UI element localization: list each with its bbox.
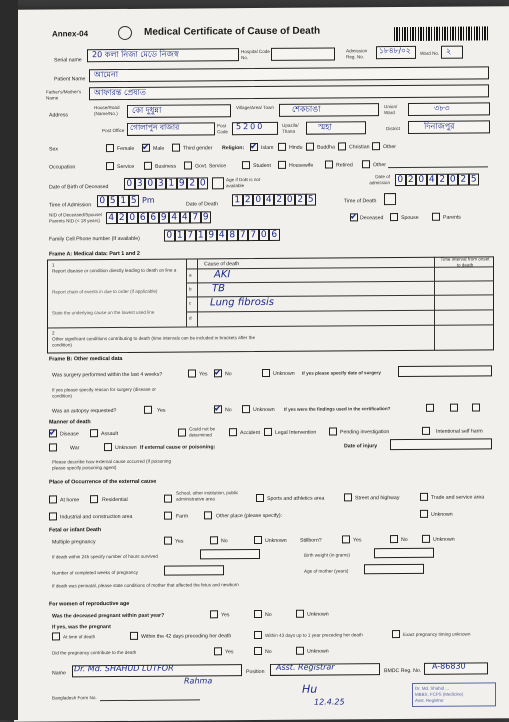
preg-42-days-checkbox[interactable] xyxy=(130,632,138,640)
cause-col-header: Cause of death xyxy=(204,261,240,268)
multiple-yes-checkbox[interactable] xyxy=(164,537,172,545)
male-check-mark: ✔ xyxy=(142,141,150,152)
pregnant-unknown-label: Unknown xyxy=(307,611,329,618)
autopsy-no-check-mark: ✔ xyxy=(214,403,222,414)
christian-checkbox[interactable] xyxy=(338,142,346,150)
death-date-digits-cell: 1 xyxy=(232,194,243,206)
other-religion-label: Other xyxy=(383,144,396,151)
q2-text: Other significant conditions contributing to death (time intervals can be included in brackets after the condition) xyxy=(52,335,256,348)
phone-digits-cell: 1 xyxy=(175,230,186,242)
serial-label: Serial name xyxy=(54,57,82,64)
occupation-service-checkbox[interactable] xyxy=(106,162,114,170)
row-c-letter: c xyxy=(189,300,192,306)
admission-date-digits-cell: 5 xyxy=(469,173,480,185)
manner-legal-checkbox[interactable] xyxy=(264,428,272,436)
manner-war-label: War xyxy=(70,445,80,452)
death-date-digits[interactable] xyxy=(232,194,316,207)
post-office-label: Post Office xyxy=(102,127,125,134)
islam-label: Islam xyxy=(261,144,274,152)
mother-age-field[interactable] xyxy=(364,564,424,574)
multiple-no-label: No xyxy=(221,538,228,545)
admission-date-digits-cell: 0 xyxy=(448,174,459,186)
house-road-value: কো দুধুন্না xyxy=(132,105,162,115)
row-b-cause: TB xyxy=(212,283,225,295)
death-time-box[interactable] xyxy=(384,193,396,205)
time-admission-digits-cell: 1 xyxy=(118,195,129,207)
occupation-other-line xyxy=(388,166,488,168)
page-title: Medical Certificate of Cause of Death xyxy=(144,25,321,38)
contribute-no-checkbox[interactable] xyxy=(254,647,262,655)
row-b-letter: b xyxy=(189,286,192,292)
stillborn-unknown-label: Unknown xyxy=(433,536,455,543)
multiple-unknown-checkbox[interactable] xyxy=(254,536,262,544)
autopsy-unknown-checkbox[interactable] xyxy=(242,405,250,413)
parent-name-field[interactable] xyxy=(89,84,489,100)
district-label: District xyxy=(386,126,401,132)
union-label: Union/ Ward xyxy=(384,104,398,116)
occupation-label: Occupation xyxy=(49,164,76,171)
autopsy-yes-checkbox[interactable] xyxy=(144,406,152,414)
pregnant-yes-checkbox[interactable] xyxy=(210,610,218,618)
phone-digits-cell: 8 xyxy=(227,229,238,241)
ward-field[interactable] xyxy=(441,46,463,59)
external-describe-label: Please describe how external cause occurred (If poisoning please specify poisoning agent) xyxy=(52,458,171,471)
nid-digits-cell: 6 xyxy=(138,212,149,224)
death-date-digits-cell: 0 xyxy=(253,194,264,206)
pregnancy-weeks-field[interactable] xyxy=(164,565,224,575)
findings-unknown-checkbox[interactable] xyxy=(472,403,480,411)
manner-assault-label: Assault xyxy=(101,431,119,438)
row-a-letter: a xyxy=(189,272,192,278)
serial-value: 20 কলা নিজা মেডে নিজস্ব xyxy=(92,49,179,60)
district-value: দিনাজপুর xyxy=(424,121,455,131)
phone-digits-cell: 9 xyxy=(206,229,217,241)
hindu-label: Hindu xyxy=(289,144,303,151)
nid-parents-label: Parents xyxy=(443,214,461,221)
q1-line-b-text: Report chain of events in due to order (if applicable) xyxy=(52,288,158,295)
nid-digits-cell: 9 xyxy=(201,211,212,223)
phone-digits-cell: 7 xyxy=(185,229,196,241)
bmdc-label: BMDC Reg. No. xyxy=(384,667,422,675)
time-admission-digits-cell: 5 xyxy=(108,195,119,207)
religion-label: Religion: xyxy=(222,145,245,152)
third-gender-checkbox[interactable] xyxy=(172,144,180,152)
house-road-label: House/Road (Name/No.) xyxy=(94,104,120,117)
occupation-other-checkbox[interactable] xyxy=(362,160,370,168)
nid-digits-cell: 2 xyxy=(117,212,128,224)
ward-label: Ward No. xyxy=(420,50,440,56)
death-date-digits-cell: 2 xyxy=(295,194,306,206)
hours-survived-field[interactable] xyxy=(200,549,260,559)
dob-digits[interactable] xyxy=(124,177,208,190)
phone-digits-cell: 0 xyxy=(259,229,270,241)
pregnant-yes-label: Yes xyxy=(221,612,230,619)
preg-42-days-label: Within the 42 days preceding her death xyxy=(141,633,232,640)
manner-pending-label: Pending investigation xyxy=(340,429,390,436)
buddha-checkbox[interactable] xyxy=(306,143,314,151)
row-a-cause: AKI xyxy=(214,269,231,281)
dob-label: Date of Birth of Deceased xyxy=(49,184,109,191)
age-label: Age if DoB is not available xyxy=(226,177,261,189)
surgery-no-label: No xyxy=(225,371,232,378)
row-d-letter: d xyxy=(189,315,192,321)
occupation-housewife-label: Housewife xyxy=(289,162,314,169)
multiple-pregnancy-label: Multiple pregnancy xyxy=(52,539,96,546)
occupation-govt-checkbox[interactable] xyxy=(184,161,192,169)
manner-war-checkbox[interactable] xyxy=(49,443,57,451)
female-label: Female xyxy=(117,145,135,153)
place-trade-label: Trade and service area xyxy=(431,494,485,501)
death-date-digits-cell: 2 xyxy=(274,194,285,206)
nid-digits-cell: 4 xyxy=(180,211,191,223)
stillborn-no-checkbox[interactable] xyxy=(390,535,398,543)
injury-date-field[interactable] xyxy=(390,438,492,450)
pregnancy-contribute-label: Did the pregnancy contribute to the death xyxy=(52,649,137,656)
manner-disease-check-mark: ✔ xyxy=(49,427,57,438)
death-date-digits-cell: 4 xyxy=(264,194,275,206)
bmdc-value: A-86830 xyxy=(432,661,466,671)
nid-label: NID of Deceased/Spouse/ Parents NID (< 18 years) xyxy=(49,212,103,224)
occupation-retired-checkbox[interactable] xyxy=(325,161,333,169)
place-industrial-label: Industrial and construction area xyxy=(60,513,133,521)
signature-initials: Hu xyxy=(302,682,318,696)
occupation-retired-label: Retired xyxy=(336,162,353,169)
village-label: Village/Area/ Town xyxy=(236,104,274,111)
hospital-code-field[interactable] xyxy=(271,47,335,60)
surgery-yes-checkbox[interactable] xyxy=(188,369,196,377)
nid-digits-cell: 4 xyxy=(169,212,180,224)
place-sports-label: Sports and athletics area xyxy=(267,495,325,502)
sex-label: Sex xyxy=(49,146,58,153)
admission-date-digits-cell: 0 xyxy=(395,174,406,186)
phone-digits[interactable] xyxy=(164,229,280,242)
dob-digits-cell: 0 xyxy=(124,178,135,190)
death-date-digits-cell: 5 xyxy=(306,194,317,206)
dob-digits-cell: 9 xyxy=(177,178,188,190)
q1-line-c-text: State the underlying cause on the lowest used line xyxy=(52,309,155,316)
time-admission-digits-cell: 0 xyxy=(97,195,108,207)
pregnant-unknown-checkbox[interactable] xyxy=(296,610,304,618)
preg-1-year-checkbox[interactable] xyxy=(254,631,262,639)
barcode xyxy=(394,26,490,41)
post-office-value: গোলাপুন বাজার xyxy=(130,122,180,132)
nid-spouse-checkbox[interactable] xyxy=(390,213,398,221)
interval-col-divider xyxy=(434,257,435,351)
nid-deceased-check-mark: ✔ xyxy=(350,211,358,222)
preg-time-death-label: At time of death xyxy=(63,634,96,640)
post-code-label: Post Code xyxy=(217,123,228,135)
dob-digits-cell: 3 xyxy=(135,178,146,190)
reproductive-title: For women of reproductive age xyxy=(49,600,130,608)
place-unknown-label: Unknown xyxy=(431,511,453,518)
certificate-page xyxy=(14,6,509,721)
place-unknown-checkbox[interactable] xyxy=(420,510,428,518)
occupation-service-label: Service xyxy=(117,163,135,171)
admission-date-digits-cell: 4 xyxy=(427,174,438,186)
multiple-unknown-label: Unknown xyxy=(265,537,287,544)
birth-weight-field[interactable] xyxy=(374,548,434,558)
row-c-cause: Lung fibrosis xyxy=(210,296,275,309)
preg-unknown-timing-label: Exact pregnancy timing unknown xyxy=(403,631,471,638)
phone-digits-cell: 4 xyxy=(217,229,228,241)
q2-number: 2 xyxy=(52,330,55,336)
phone-label: Family Cell Phone number (If available) xyxy=(49,235,140,243)
contribute-yes-label: Yes xyxy=(225,649,234,656)
pregnant-no-label: No xyxy=(265,611,272,618)
patient-name-label: Patient Name xyxy=(54,76,86,83)
patient-name-value: আমেনা xyxy=(94,70,119,80)
place-home-label: At home xyxy=(60,497,80,504)
signer-name-value: Dr. Md. SHAHUD LUTFOR xyxy=(74,663,174,674)
logo-emblem xyxy=(118,26,132,40)
buddha-label: Buddha xyxy=(317,144,335,151)
surgery-yes-label: Yes xyxy=(199,371,208,378)
pregnant-question: Was the deceased pregnant within past year? xyxy=(52,612,165,620)
interval-col-header: Time interval from onset to death xyxy=(440,256,490,268)
occupation-business-label: Business xyxy=(155,163,177,170)
admission-date-label: Date of admission xyxy=(369,174,390,186)
manner-accident-label: Accident xyxy=(240,430,260,437)
female-checkbox[interactable] xyxy=(106,144,114,152)
death-date-label: Date of Death xyxy=(186,201,219,208)
upazila-field[interactable] xyxy=(306,121,366,134)
pregnant-no-checkbox[interactable] xyxy=(254,610,262,618)
signature-date: 12.4.25 xyxy=(314,697,345,707)
occupation-housewife-checkbox[interactable] xyxy=(278,161,286,169)
place-farm-label: Farm xyxy=(176,513,189,520)
stillborn-no-label: No xyxy=(401,536,408,544)
parent-name-value: আফারন্ত প্রেষাত xyxy=(94,87,146,98)
place-other-checkbox[interactable] xyxy=(204,511,212,519)
manner-unknown-checkbox[interactable] xyxy=(104,443,112,451)
annex-label: Annex-04 xyxy=(52,29,89,39)
occupation-business-checkbox[interactable] xyxy=(144,162,152,170)
admission-reg-label: Admission Reg. No. xyxy=(346,48,368,60)
dob-digits-cell: 0 xyxy=(198,177,209,189)
surgery-reason-label: If yes please specify reason for surgery (disease or condition) xyxy=(52,386,156,399)
manner-assault-checkbox[interactable] xyxy=(90,429,98,437)
age-box[interactable] xyxy=(212,177,224,189)
nid-digits-cell: 4 xyxy=(106,212,117,224)
place-farm-checkbox[interactable] xyxy=(164,512,172,520)
admission-date-digits-cell: 2 xyxy=(406,174,417,186)
preg-time-death-checkbox[interactable] xyxy=(52,632,60,640)
frame-a-title: Frame A: Medical data: Part 1 and 2 xyxy=(49,250,140,258)
surgery-question: Was surgery performed within the last 4 weeks? xyxy=(52,371,163,379)
signer-name-second: Rahma xyxy=(184,676,213,686)
admission-date-digits-cell: 2 xyxy=(458,174,469,186)
nid-digits-cell: 6 xyxy=(148,212,159,224)
patient-name-field[interactable] xyxy=(89,66,489,82)
christian-label: Christian xyxy=(349,144,370,151)
nid-parents-checkbox[interactable] xyxy=(432,213,440,221)
multiple-yes-label: Yes xyxy=(175,538,184,545)
dob-digits-cell: 2 xyxy=(187,177,198,189)
nid-digits[interactable] xyxy=(106,211,211,224)
mother-age-label: Age of mother (years) xyxy=(304,568,349,574)
q1-line-a-text: Report disease or condition directly leading to death on line a xyxy=(52,267,177,274)
upazila-label: Upazila/ Thana xyxy=(282,122,299,134)
preg-unknown-timing-checkbox[interactable] xyxy=(392,630,400,638)
place-residential-label: Residential xyxy=(102,496,128,504)
background-edge xyxy=(0,0,18,720)
place-other-label: Other place (please specify): xyxy=(216,512,283,520)
nid-spouse-label: Spouse xyxy=(401,214,419,222)
place-sports-checkbox[interactable] xyxy=(256,494,264,502)
surgery-unknown-label: Unknown xyxy=(273,370,295,377)
manner-accident-checkbox[interactable] xyxy=(229,428,237,436)
dob-digits-cell: 3 xyxy=(156,178,167,190)
admission-date-digits[interactable] xyxy=(395,173,479,186)
if-yes-pregnant-label: If yes, was the pregnant xyxy=(52,624,111,631)
stillborn-unknown-checkbox[interactable] xyxy=(422,535,430,543)
manner-unknown-label: Unknown xyxy=(115,444,137,452)
time-admission-digits-cell: 5 xyxy=(129,195,140,207)
male-label: Male xyxy=(153,145,165,152)
phone-digits-cell: 0 xyxy=(164,230,175,242)
place-street-checkbox[interactable] xyxy=(344,493,352,501)
phone-digits-cell: 7 xyxy=(248,229,259,241)
phone-digits-cell: 6 xyxy=(269,229,280,241)
manner-pending-checkbox[interactable] xyxy=(329,427,337,435)
place-trade-checkbox[interactable] xyxy=(420,493,428,501)
nid-digits-cell: 9 xyxy=(159,212,170,224)
multiple-no-checkbox[interactable] xyxy=(210,536,218,544)
phone-digits-cell: 7 xyxy=(238,229,249,241)
manner-undetermined-label: Could not be determined xyxy=(189,426,216,438)
occupation-student-checkbox[interactable] xyxy=(242,161,250,169)
q1-number: 1 xyxy=(52,262,55,268)
signer-name-label: Name xyxy=(52,670,66,677)
stillborn-label: Stillborn? xyxy=(300,537,322,544)
doctor-stamp xyxy=(412,682,496,707)
post-code-value: 5200 xyxy=(236,121,265,132)
death-date-digits-cell: 2 xyxy=(243,194,254,206)
preg-1-year-label: Within 43 days up to 1 year preceding her death xyxy=(265,632,363,638)
place-street-label: Street and highway xyxy=(355,495,400,502)
manner-selfharm-label: Intentional self harm xyxy=(436,428,483,435)
autopsy-no-label: No xyxy=(225,407,232,414)
ward-value: ২ xyxy=(446,46,452,56)
hindu-checkbox[interactable] xyxy=(278,143,286,151)
nid-deceased-label: Deceased xyxy=(360,215,384,222)
contribute-unknown-checkbox[interactable] xyxy=(296,647,304,655)
position-value: Asst. Registrar xyxy=(276,662,335,672)
autopsy-unknown-label: Unknown xyxy=(253,406,275,414)
surgery-date-field[interactable] xyxy=(398,365,492,377)
stamp-line-1: Dr. Md. Shahid ... xyxy=(415,685,449,691)
nid-digits-cell: 0 xyxy=(127,212,138,224)
pregnancy-weeks-label: Number of completed weeks of pregnancy xyxy=(52,569,139,576)
time-admission-ampm: Pm xyxy=(142,195,155,205)
bangladesh-form-label: Bangladesh Form No. xyxy=(52,695,97,701)
surgery-date-label: If yes please specify date of surgery xyxy=(302,370,381,376)
islam-check-mark: ✔ xyxy=(250,141,258,152)
village-value: শেকচাঙা xyxy=(292,104,321,114)
perinatal-label: If death was perinatal, please state conditions of mother that affected the fetus and newborn xyxy=(52,582,239,589)
parent-name-label: Father's/Mother's Name xyxy=(46,89,82,101)
phone-digits-cell: 1 xyxy=(196,229,207,241)
death-date-digits-cell: 0 xyxy=(285,194,296,206)
contribute-yes-checkbox[interactable] xyxy=(214,647,222,655)
manner-title: Manner of death xyxy=(49,419,91,426)
place-home-checkbox[interactable] xyxy=(49,495,57,503)
findings-no-checkbox[interactable] xyxy=(450,404,458,412)
dob-digits-cell: 0 xyxy=(145,178,156,190)
hours-survived-label: If death within 24h specify number of hours survived xyxy=(52,553,158,560)
stamp-line-3: Asst. Registrar xyxy=(415,697,444,703)
contribute-no-label: No xyxy=(265,648,272,655)
manner-selfharm-checkbox[interactable] xyxy=(422,427,430,435)
address-label: Address xyxy=(49,112,69,119)
place-title: Place of Occurrence of the external cause xyxy=(49,478,157,486)
time-admission-label: Time of Admission xyxy=(49,202,92,209)
occupation-other-label: Other xyxy=(373,162,386,169)
nid-digits-cell: 7 xyxy=(190,211,201,223)
place-school-checkbox[interactable] xyxy=(164,495,172,503)
autopsy-yes-label: Yes xyxy=(157,407,166,414)
place-industrial-checkbox[interactable] xyxy=(49,512,57,520)
admission-reg-value: ১৮৪৮/০২ xyxy=(379,45,411,56)
fetal-title: Fetal or infant Death xyxy=(49,527,102,534)
external-cause-label: If external cause or poisoning: xyxy=(140,444,216,451)
autopsy-question: Was an autopsy requested? xyxy=(52,408,117,415)
occupation-student-label: Student xyxy=(253,162,271,170)
injury-date-label: Date of injury xyxy=(344,443,378,450)
other-religion-checkbox[interactable] xyxy=(372,142,380,150)
manner-undetermined-checkbox[interactable] xyxy=(178,429,186,437)
upazila-value: স্মহা xyxy=(318,122,332,132)
stamp-line-2: MBBS, FCPS (Medicine) xyxy=(415,691,464,697)
dob-digits-cell: 1 xyxy=(166,178,177,190)
place-residential-checkbox[interactable] xyxy=(90,495,98,503)
stillborn-yes-label: Yes xyxy=(353,537,362,544)
frame-b-title: Frame B: Other medical data xyxy=(49,355,123,363)
contribute-unknown-label: Unknown xyxy=(307,648,329,655)
surgery-unknown-checkbox[interactable] xyxy=(262,369,270,377)
place-school-label: School, other institution, public administrative area xyxy=(176,490,239,502)
time-admission-digits[interactable] xyxy=(97,195,139,207)
findings-yes-checkbox[interactable] xyxy=(426,404,434,412)
position-label: Position xyxy=(246,668,265,676)
manner-disease-label: Disease xyxy=(60,431,79,438)
death-time-label: Time of Death xyxy=(344,198,377,205)
union-value: ৩৮৩ xyxy=(434,103,450,113)
stillborn-yes-checkbox[interactable] xyxy=(342,535,350,543)
bangladesh-form-line xyxy=(100,699,200,701)
occupation-govt-label: Govt. Service xyxy=(195,163,227,170)
surgery-no-check-mark: ✔ xyxy=(214,367,222,378)
admission-date-digits-cell: 0 xyxy=(416,174,427,186)
manner-legal-label: Legal Intervention xyxy=(275,429,317,436)
hospital-code-label: Hospital Code No. xyxy=(241,48,270,61)
autopsy-findings-label: If yes were the findings used in the certification? xyxy=(284,406,391,412)
admission-date-digits-cell: 2 xyxy=(437,174,448,186)
third-gender-label: Third gender xyxy=(183,145,213,152)
birth-weight-label: Birth weight (in grams) xyxy=(304,552,350,558)
